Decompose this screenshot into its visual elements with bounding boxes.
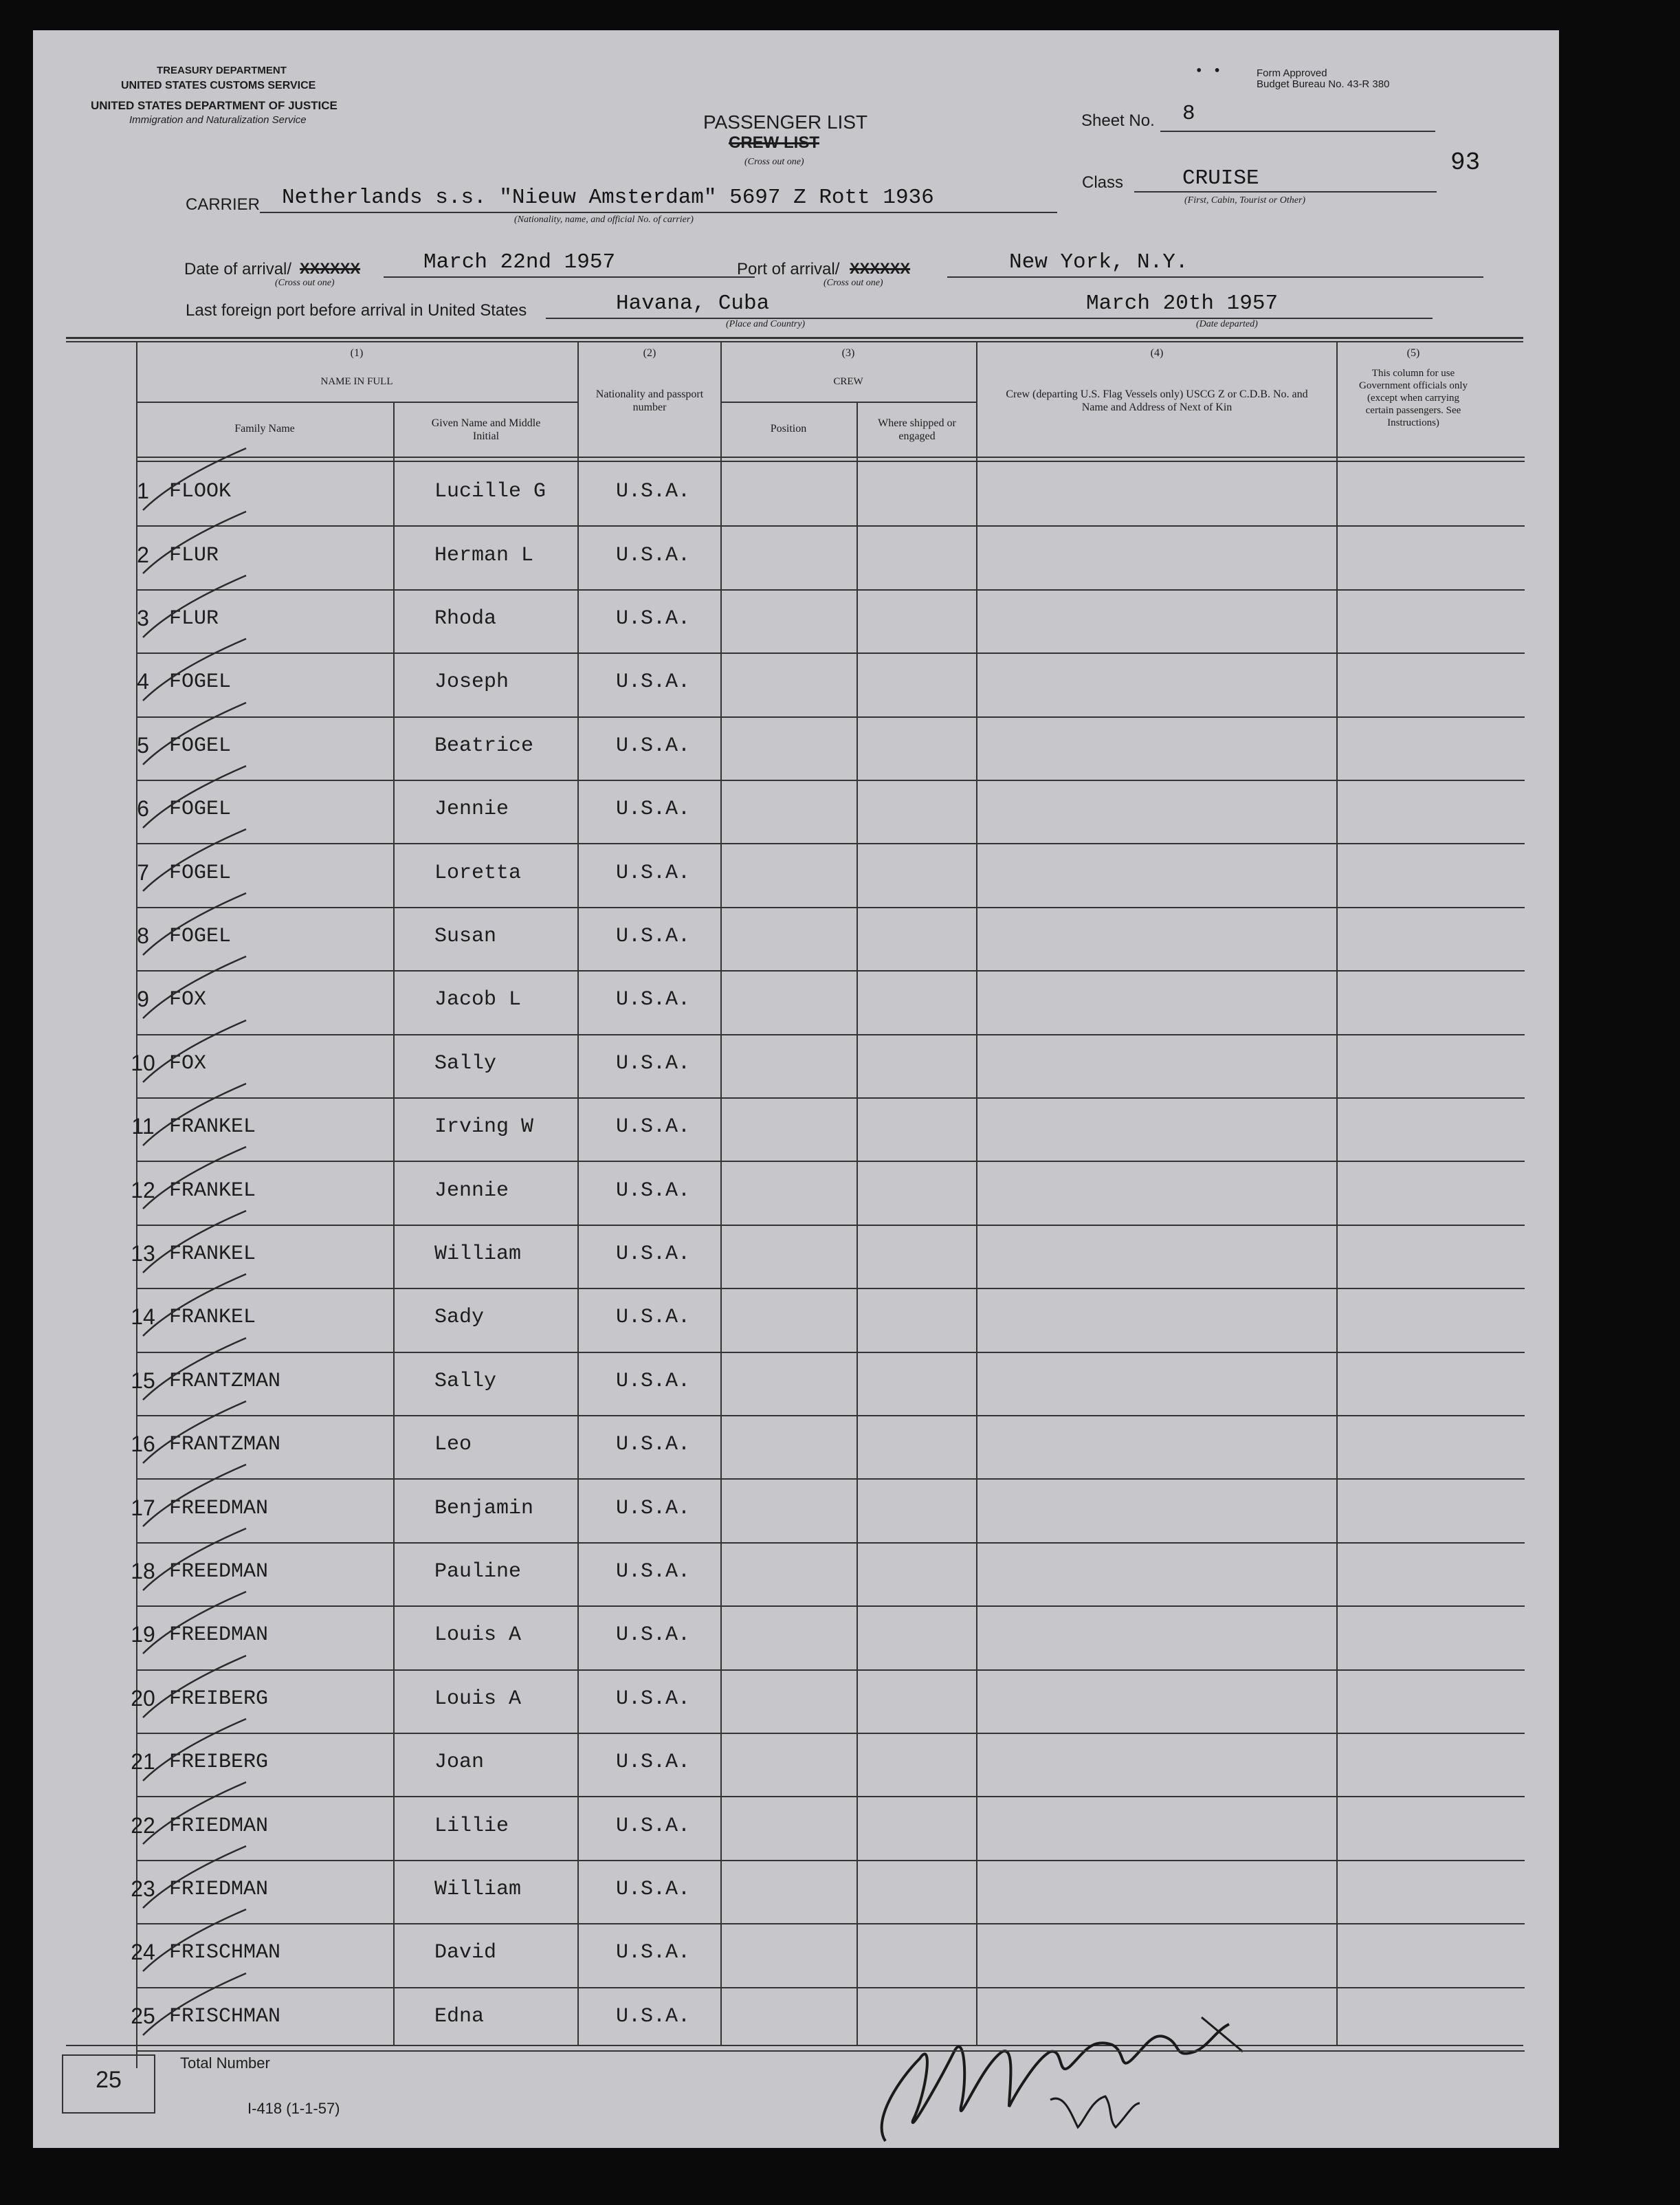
- family-name-cell: FLUR: [169, 607, 219, 630]
- nationality-cell: U.S.A.: [616, 1878, 691, 1901]
- form-approved-1: Form Approved: [1257, 67, 1327, 79]
- row-number: 11: [131, 1114, 155, 1139]
- total-value: 25: [96, 2067, 122, 2093]
- check-mark: [136, 1966, 260, 2042]
- col2-num: (2): [643, 347, 656, 359]
- given-name-cell: Lillie: [434, 1814, 509, 1838]
- given-name-cell: Leo: [434, 1433, 472, 1456]
- col5-num: (5): [1406, 347, 1420, 359]
- dot-marks: • •: [1196, 62, 1220, 80]
- family-name-cell: FOGEL: [169, 734, 232, 758]
- family-name-cell: FOGEL: [169, 670, 232, 694]
- nationality-cell: U.S.A.: [616, 1242, 691, 1266]
- col3-title: CREW: [833, 376, 863, 387]
- col-given-name: Given Name and Middle Initial: [431, 417, 541, 442]
- row-number: 8: [137, 923, 149, 948]
- given-name-cell: Louis A: [434, 1687, 522, 1711]
- family-name-cell: FRANTZMAN: [169, 1433, 281, 1456]
- row-divider: [136, 1923, 1525, 1924]
- family-name-cell: FREIBERG: [169, 1751, 269, 1774]
- form-title-struck: CREW LIST: [729, 133, 819, 152]
- form-number: I-418 (1-1-57): [247, 2100, 340, 2117]
- nationality-cell: U.S.A.: [616, 1370, 691, 1393]
- family-name-cell: FOX: [169, 1052, 207, 1075]
- family-name-cell: FLOOK: [169, 480, 232, 503]
- carrier-label: CARRIER: [186, 195, 261, 214]
- nationality-cell: U.S.A.: [616, 544, 691, 567]
- total-label: Total Number: [180, 2054, 270, 2072]
- date-arrival-struck: XXXXXX: [300, 260, 361, 277]
- row-divider: [136, 780, 1525, 781]
- class-label: Class: [1082, 173, 1124, 192]
- family-name-cell: FOGEL: [169, 798, 232, 821]
- given-name-cell: Susan: [434, 925, 497, 948]
- row-number: 2: [137, 542, 149, 567]
- col-family-name: Family Name: [234, 423, 295, 435]
- title-note: (Cross out one): [744, 157, 804, 167]
- row-divider: [136, 525, 1525, 527]
- row-number: 5: [137, 733, 149, 758]
- row-divider: [136, 1288, 1525, 1289]
- col4-title: Crew (departing U.S. Flag Vessels only) USCG Z or C.D.B. No. and Name and Address of Next of Kin: [1006, 388, 1308, 413]
- row-divider: [136, 1034, 1525, 1035]
- given-name-cell: Edna: [434, 2005, 485, 2028]
- row-number: 10: [131, 1051, 155, 1075]
- row-number: 21: [131, 1749, 155, 1774]
- row-number: 12: [131, 1178, 155, 1203]
- family-name-cell: FRISCHMAN: [169, 1941, 281, 1964]
- nationality-cell: U.S.A.: [616, 1560, 691, 1583]
- row-divider: [136, 1860, 1525, 1861]
- row-divider: [136, 1097, 1525, 1099]
- port-arrival-struck: XXXXXX: [850, 260, 911, 277]
- family-name-cell: FRIEDMAN: [169, 1878, 269, 1901]
- date-arrival-value: March 22nd 1957: [423, 250, 616, 274]
- given-name-cell: Sally: [434, 1370, 497, 1393]
- given-name-cell: Herman L: [434, 544, 534, 567]
- carrier-value: Netherlands s.s. "Nieuw Amsterdam" 5697 Z Rott 1936: [282, 186, 934, 210]
- row-number: 1: [137, 479, 149, 503]
- col4-num: (4): [1150, 347, 1164, 359]
- row-divider: [136, 1352, 1525, 1353]
- family-name-cell: FRANKEL: [169, 1306, 256, 1329]
- row-divider: [136, 1415, 1525, 1416]
- nationality-cell: U.S.A.: [616, 862, 691, 885]
- port-arrival-label: Port of arrival/: [737, 260, 840, 278]
- row-number: 3: [137, 606, 149, 630]
- nationality-cell: U.S.A.: [616, 1687, 691, 1711]
- nationality-cell: U.S.A.: [616, 988, 691, 1011]
- agency-line-2: UNITED STATES CUSTOMS SERVICE: [121, 80, 316, 91]
- family-name-cell: FRIEDMAN: [169, 1814, 269, 1838]
- port-arrival-value: New York, N.Y.: [1009, 250, 1189, 274]
- family-name-cell: FREEDMAN: [169, 1623, 269, 1647]
- given-name-cell: Loretta: [434, 862, 522, 885]
- nationality-cell: U.S.A.: [616, 1941, 691, 1964]
- row-divider: [136, 1542, 1525, 1544]
- nationality-cell: U.S.A.: [616, 480, 691, 503]
- family-name-cell: FOGEL: [169, 925, 232, 948]
- nationality-cell: U.S.A.: [616, 670, 691, 694]
- row-divider: [136, 652, 1525, 654]
- row-divider: [136, 1796, 1525, 1797]
- row-divider: [136, 907, 1525, 908]
- family-name-cell: FRANTZMAN: [169, 1370, 281, 1393]
- carrier-note: (Nationality, name, and official No. of carrier): [514, 215, 694, 225]
- col-position: Position: [770, 423, 807, 435]
- row-number: 4: [137, 669, 149, 694]
- date-departed-note: (Date departed): [1196, 319, 1258, 329]
- nationality-cell: U.S.A.: [616, 607, 691, 630]
- given-name-cell: Joseph: [434, 670, 509, 694]
- row-number: 19: [131, 1622, 155, 1647]
- col2-title: Nationality and passport number: [595, 388, 704, 413]
- agency-line-1: TREASURY DEPARTMENT: [157, 65, 287, 76]
- given-name-cell: William: [434, 1242, 522, 1266]
- family-name-cell: FLUR: [169, 544, 219, 567]
- class-value: CRUISE: [1182, 166, 1259, 190]
- agency-line-3: UNITED STATES DEPARTMENT OF JUSTICE: [91, 99, 338, 112]
- row-number: 23: [131, 1876, 155, 1901]
- family-name-cell: FOX: [169, 988, 207, 1011]
- given-name-cell: Irving W: [434, 1115, 534, 1139]
- row-divider: [136, 1669, 1525, 1671]
- given-name-cell: Sally: [434, 1052, 497, 1075]
- row-divider: [136, 2050, 1525, 2052]
- family-name-cell: FREEDMAN: [169, 1497, 269, 1520]
- last-port-note: (Place and Country): [726, 319, 806, 329]
- nationality-cell: U.S.A.: [616, 1306, 691, 1329]
- sheet-number: 8: [1182, 102, 1195, 126]
- port-arrival-note: (Cross out one): [824, 278, 883, 288]
- nationality-cell: U.S.A.: [616, 1814, 691, 1838]
- given-name-cell: David: [434, 1941, 497, 1964]
- nationality-cell: U.S.A.: [616, 734, 691, 758]
- nationality-cell: U.S.A.: [616, 1115, 691, 1139]
- given-name-cell: Rhoda: [434, 607, 497, 630]
- given-name-cell: Pauline: [434, 1560, 522, 1583]
- given-name-cell: Sady: [434, 1306, 485, 1329]
- family-name-cell: FRANKEL: [169, 1242, 256, 1266]
- class-note: (First, Cabin, Tourist or Other): [1184, 195, 1306, 206]
- date-arrival-label: Date of arrival/: [184, 260, 292, 278]
- row-divider: [136, 1733, 1525, 1734]
- row-number: 20: [131, 1686, 155, 1711]
- col1-title: NAME IN FULL: [320, 376, 393, 387]
- given-name-cell: Benjamin: [434, 1497, 534, 1520]
- family-name-cell: FRANKEL: [169, 1115, 256, 1139]
- row-divider: [136, 1225, 1525, 1226]
- last-port-label: Last foreign port before arrival in United States: [186, 301, 527, 320]
- sheet-label: Sheet No.: [1081, 111, 1155, 130]
- given-name-cell: William: [434, 1878, 522, 1901]
- row-number: 6: [137, 796, 149, 821]
- nationality-cell: U.S.A.: [616, 1433, 691, 1456]
- col-where-shipped: Where shipped or engaged: [878, 417, 956, 442]
- row-number: 14: [131, 1304, 155, 1329]
- nationality-cell: U.S.A.: [616, 925, 691, 948]
- given-name-cell: Lucille G: [434, 480, 546, 503]
- row-divider: [136, 1605, 1525, 1607]
- family-name-cell: FRISCHMAN: [169, 2005, 281, 2028]
- date-departed-value: March 20th 1957: [1086, 292, 1279, 316]
- row-number: 25: [131, 2004, 155, 2028]
- agency-line-4: Immigration and Naturalization Service: [129, 114, 307, 126]
- given-name-cell: Beatrice: [434, 734, 534, 758]
- col5-title: This column for use Government officials only (except when carrying certain passengers. See Instructions): [1358, 368, 1468, 428]
- row-number: 16: [131, 1431, 155, 1456]
- row-divider: [136, 716, 1525, 718]
- nationality-cell: U.S.A.: [616, 1179, 691, 1203]
- family-name-cell: FREIBERG: [169, 1687, 269, 1711]
- row-divider: [136, 1161, 1525, 1162]
- family-name-cell: FRANKEL: [169, 1179, 256, 1203]
- col1-num: (1): [350, 347, 364, 359]
- row-number: 9: [137, 987, 149, 1011]
- date-arrival-note: (Cross out one): [275, 278, 335, 288]
- row-number: 22: [131, 1813, 155, 1838]
- nationality-cell: U.S.A.: [616, 1052, 691, 1075]
- row-number: 13: [131, 1241, 155, 1266]
- row-number: 15: [131, 1368, 155, 1393]
- row-divider: [136, 843, 1525, 844]
- row-number: 17: [131, 1495, 155, 1520]
- last-port-value: Havana, Cuba: [616, 292, 770, 316]
- given-name-cell: Jacob L: [434, 988, 522, 1011]
- given-name-cell: Joan: [434, 1751, 485, 1774]
- form-approved-2: Budget Bureau No. 43-R 380: [1257, 78, 1390, 90]
- family-name-cell: FREEDMAN: [169, 1560, 269, 1583]
- row-number: 7: [137, 860, 149, 885]
- given-name-cell: Louis A: [434, 1623, 522, 1647]
- given-name-cell: Jennie: [434, 798, 509, 821]
- nationality-cell: U.S.A.: [616, 1497, 691, 1520]
- signature: [844, 1955, 1284, 2162]
- row-number: 24: [131, 1940, 155, 1964]
- col3-num: (3): [841, 347, 855, 359]
- given-name-cell: Jennie: [434, 1179, 509, 1203]
- page-number: 93: [1450, 149, 1481, 177]
- family-name-cell: FOGEL: [169, 862, 232, 885]
- row-divider: [136, 1987, 1525, 1988]
- row-number: 18: [131, 1559, 155, 1583]
- row-divider: [136, 589, 1525, 591]
- nationality-cell: U.S.A.: [616, 2005, 691, 2028]
- row-divider: [136, 1478, 1525, 1480]
- form-title: PASSENGER LIST: [703, 111, 868, 133]
- nationality-cell: U.S.A.: [616, 1751, 691, 1774]
- row-divider: [136, 970, 1525, 972]
- nationality-cell: U.S.A.: [616, 798, 691, 821]
- nationality-cell: U.S.A.: [616, 1623, 691, 1647]
- passenger-list-form: [33, 30, 1559, 2148]
